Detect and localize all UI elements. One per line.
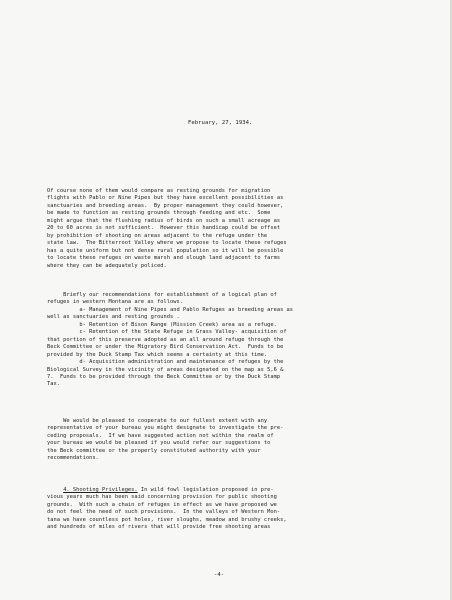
text-line: vious years much has been said concerning provision for public shooting bbox=[47, 494, 277, 501]
text-line: has a quite uniform but not dense rural population so it will be possible bbox=[47, 247, 284, 254]
letter-date: February, 27, 1934. bbox=[188, 120, 253, 126]
text-line: tana we have countless pot holes, river sloughs, meadow and brushy creeks, bbox=[47, 516, 287, 523]
text-line: b- Retention of Bison Range (Mission Creek) area as a refuge. bbox=[47, 321, 277, 328]
text-line: recommendations. bbox=[47, 455, 99, 462]
text-line: and hundreds of miles of rivers that will provide free shooting areas bbox=[47, 524, 271, 531]
text-line: the Beck committee or the properly constituted authority with your bbox=[47, 447, 261, 454]
paragraph-refuge-sanctuaries bbox=[47, 188, 411, 270]
text-line: that portion of this preserve adopted as an all around refuge through the bbox=[47, 336, 284, 343]
text-line bbox=[47, 487, 411, 494]
paragraph-recommendations bbox=[47, 292, 411, 389]
text-line: to locate these refuges on waste marsh and slough land adjacent to farms bbox=[47, 255, 281, 262]
text-line: state law. The Bitterroot Valley where we propose to locate these refuges bbox=[47, 240, 287, 247]
text-line: d- Acquisition administration and maintenance of refuges by the bbox=[47, 359, 284, 366]
paragraph-shooting-privileges bbox=[47, 487, 411, 532]
heading-continuation: In wild fowl legislation proposed in pre- bbox=[137, 487, 274, 493]
text-line: ceding proposals. If we have suggested action not within the realm of bbox=[47, 432, 274, 439]
text-line: do not feel the need of such provisions. In the valleys of Western Mon- bbox=[47, 509, 281, 516]
text-line: sanctuaries and breeding areas. By proper management they could however, bbox=[47, 202, 284, 209]
text-line: a- Management of Nine Pipes and Pablo Refuges as breeding areas as bbox=[47, 306, 294, 313]
text-line: be made to function as resting grounds through feeding and etc. Some bbox=[47, 210, 271, 217]
text-line: by prohibition of shooting on areas adjacent to the refuge under the bbox=[47, 232, 268, 239]
text-line: Biological Survey in the vicinity of areas designated on the map as 5,6 & bbox=[47, 366, 284, 373]
text-line: c- Retention of the State Refuge in Grass Valley- acquisition of bbox=[47, 329, 287, 336]
text-line: Tax. bbox=[47, 381, 60, 388]
text-line: refuges in western Montana are as follows. bbox=[47, 299, 183, 306]
text-line: flights with Pablo or Nine Pipes but they have excellent possibilities as bbox=[47, 195, 284, 202]
text-line: Briefly our recommendations for establishment of a logical plan of bbox=[47, 292, 277, 298]
paragraph-cooperation bbox=[47, 418, 411, 463]
text-line: where they can be adequately policed. bbox=[47, 262, 167, 269]
text-line: We would be pleased to cooperate to our fullest extent with any bbox=[47, 418, 268, 424]
text-line: Of course none of them would compare as resting grounds for migration bbox=[47, 188, 271, 194]
text-line: representative of your bureau you might designate to investigate the pre- bbox=[47, 425, 284, 432]
text-line: grounds. With such a chain of refuges in effect as we have proposed we bbox=[47, 501, 277, 508]
text-line: your bureau we would be pleased if you would refer our suggestions to bbox=[47, 440, 271, 447]
text-line: well as sanctuaries and resting grounds . bbox=[47, 314, 180, 321]
page-number: -4- bbox=[214, 572, 225, 578]
text-line: 20 to 60 acres is not sufficient. However this handicap could be offset bbox=[47, 225, 281, 232]
text-line: 7. Funds to be provided through the Beck Committee or by the Duck Stamp bbox=[47, 373, 281, 380]
text-line: Beck Committee or under the Migratory Bird Conservation Act. Funds to be bbox=[47, 344, 284, 351]
section-heading: 4. Shooting Privileges. bbox=[63, 487, 138, 493]
text-line: provided by the Duck Stamp Tax which seems a certainty at this time. bbox=[47, 351, 268, 358]
text-line: might argue that the flushing radius of birds on such a small acreage as bbox=[47, 217, 281, 224]
